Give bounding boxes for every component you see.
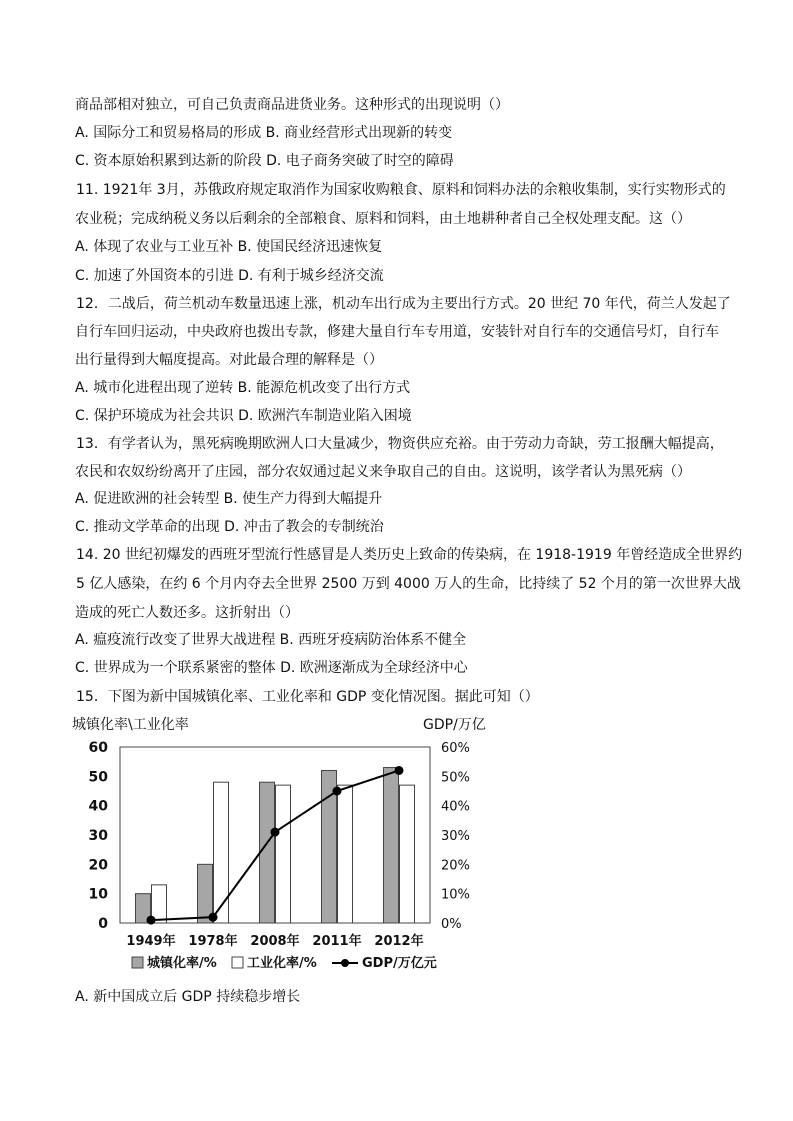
answer-option-a: A. 新中国成立后 GDP 持续稳步增长 [75,989,301,1005]
x-tick-label: 1949年 [126,934,176,949]
text-line: 14. 20 世纪初爆发的西班牙型流行性感冒是人类历史上致命的传染病，在 1918-1919 年曾经造成全世界约 [76,547,743,563]
right-axis-label: GDP/万亿 [423,717,486,733]
text-line: A. 体现了农业与工业互补 B. 使国民经济迅速恢复 [75,239,383,255]
text-line: A. 瘟疫流行改变了世界大战进程 B. 西班牙疫病防治体系不健全 [75,632,467,648]
x-tick-label: 2012年 [374,934,424,949]
bar-industrialization [276,785,291,923]
text-line: C. 加速了外国资本的引进 D. 有利于城乡经济交流 [75,268,384,284]
bar-industrialization [214,782,229,923]
left-tick-label: 60 [88,740,108,756]
gdp-point [333,787,342,796]
legend-label: 工业化率/% [247,956,317,971]
text-line: 出行量得到大幅度提高。对此最合理的解释是（） [75,352,383,368]
x-tick-label: 2008年 [250,934,300,949]
gdp-point [395,766,404,775]
left-tick-label: 20 [88,857,108,874]
bar-urbanization [260,782,275,923]
right-tick-label: 40% [441,799,470,815]
legend-label: 城镇化率/% [147,956,217,971]
text-line: C. 世界成为一个联系紧密的整体 D. 欧洲逐渐成为全球经济中心 [75,660,468,676]
text-line: 自行车回归运动，中央政府也拨出专款，修建大量自行车专用道，安装针对自行车的交通信号灯，自行车 [75,324,719,340]
text-line: 11. 1921年 3月，苏俄政府规定取消作为国家收购粮食、原料和饲料办法的余粮收集制，实行实物形式的 [76,182,726,198]
x-tick-label: 1978年 [188,934,238,949]
right-tick-label: 0% [441,917,462,932]
legend-swatch [232,957,243,968]
bar-industrialization [338,785,353,923]
text-line: 商品部相对独立，可自己负责商品进货业务。这种形式的出现说明（） [75,97,509,113]
left-tick-label: 0 [98,916,108,932]
bar-urbanization [384,768,399,923]
text-line: 15．下图为新中国城镇化率、工业化率和 GDP 变化情况图。据此可知（） [76,689,539,705]
right-tick-label: 20% [441,858,470,874]
right-tick-label: 30% [441,829,470,844]
urbanization-gdp-chart [60,708,500,983]
text-line: A. 国际分工和贸易格局的形成 B. 商业经营形式出现新的转变 [75,125,453,141]
legend-label: GDP/万亿元 [362,956,437,971]
left-axis-label: 城镇化率\工业化率 [72,717,189,733]
bar-industrialization [400,785,415,923]
text-line: A. 城市化进程出现了逆转 B. 能源危机改变了出行方式 [75,380,411,396]
text-line: 农民和农奴纷纷离开了庄园，部分农奴通过起义来争取自己的自由。这说明，该学者认为黑死病（） [75,464,691,480]
text-line: 5 亿人感染，在约 6 个月内夺去全世界 2500 万到 4000 万人的生命，比持续了 52 个月的第一次世界大战 [76,576,741,592]
text-line: 农业税；完成纳税义务以后剩余的全部粮食、原料和饲料，由土地耕种者自己全权处理支配。这（） [75,211,691,227]
gdp-point [209,913,218,922]
text-line: C. 资本原始积累到达新的阶段 D. 电子商务突破了时空的障碍 [75,153,454,169]
text-line: 造成的死亡人数还多。这折射出（） [75,605,299,621]
left-tick-label: 10 [88,886,108,903]
text-line: 13．有学者认为，黑死病晚期欧洲人口大量减少，物资供应充裕。由于劳动力奇缺，劳工报酬大幅提高， [76,436,724,452]
text-line: C. 保护环境成为社会共识 D. 欧洲汽车制造业陷入困境 [75,408,412,424]
x-tick-label: 2011年 [312,934,362,949]
right-tick-label: 60% [441,741,470,756]
left-tick-label: 40 [88,798,108,815]
left-tick-label: 50 [88,769,108,786]
left-tick-label: 30 [88,828,108,844]
gdp-point [147,916,156,925]
right-tick-label: 50% [441,770,470,786]
legend-marker [341,959,349,967]
text-line: C. 推动文学革命的出现 D. 冲击了教会的专制统治 [75,519,384,535]
gdp-point [271,828,280,837]
text-line: A. 促进欧洲的社会转型 B. 使生产力得到大幅提升 [75,491,383,507]
right-tick-label: 10% [441,887,470,903]
text-line: 12．二战后，荷兰机动车数量迅速上涨，机动车出行成为主要出行方式。20 世纪 70 年代，荷兰人发起了 [76,296,731,312]
legend-swatch [132,957,143,968]
